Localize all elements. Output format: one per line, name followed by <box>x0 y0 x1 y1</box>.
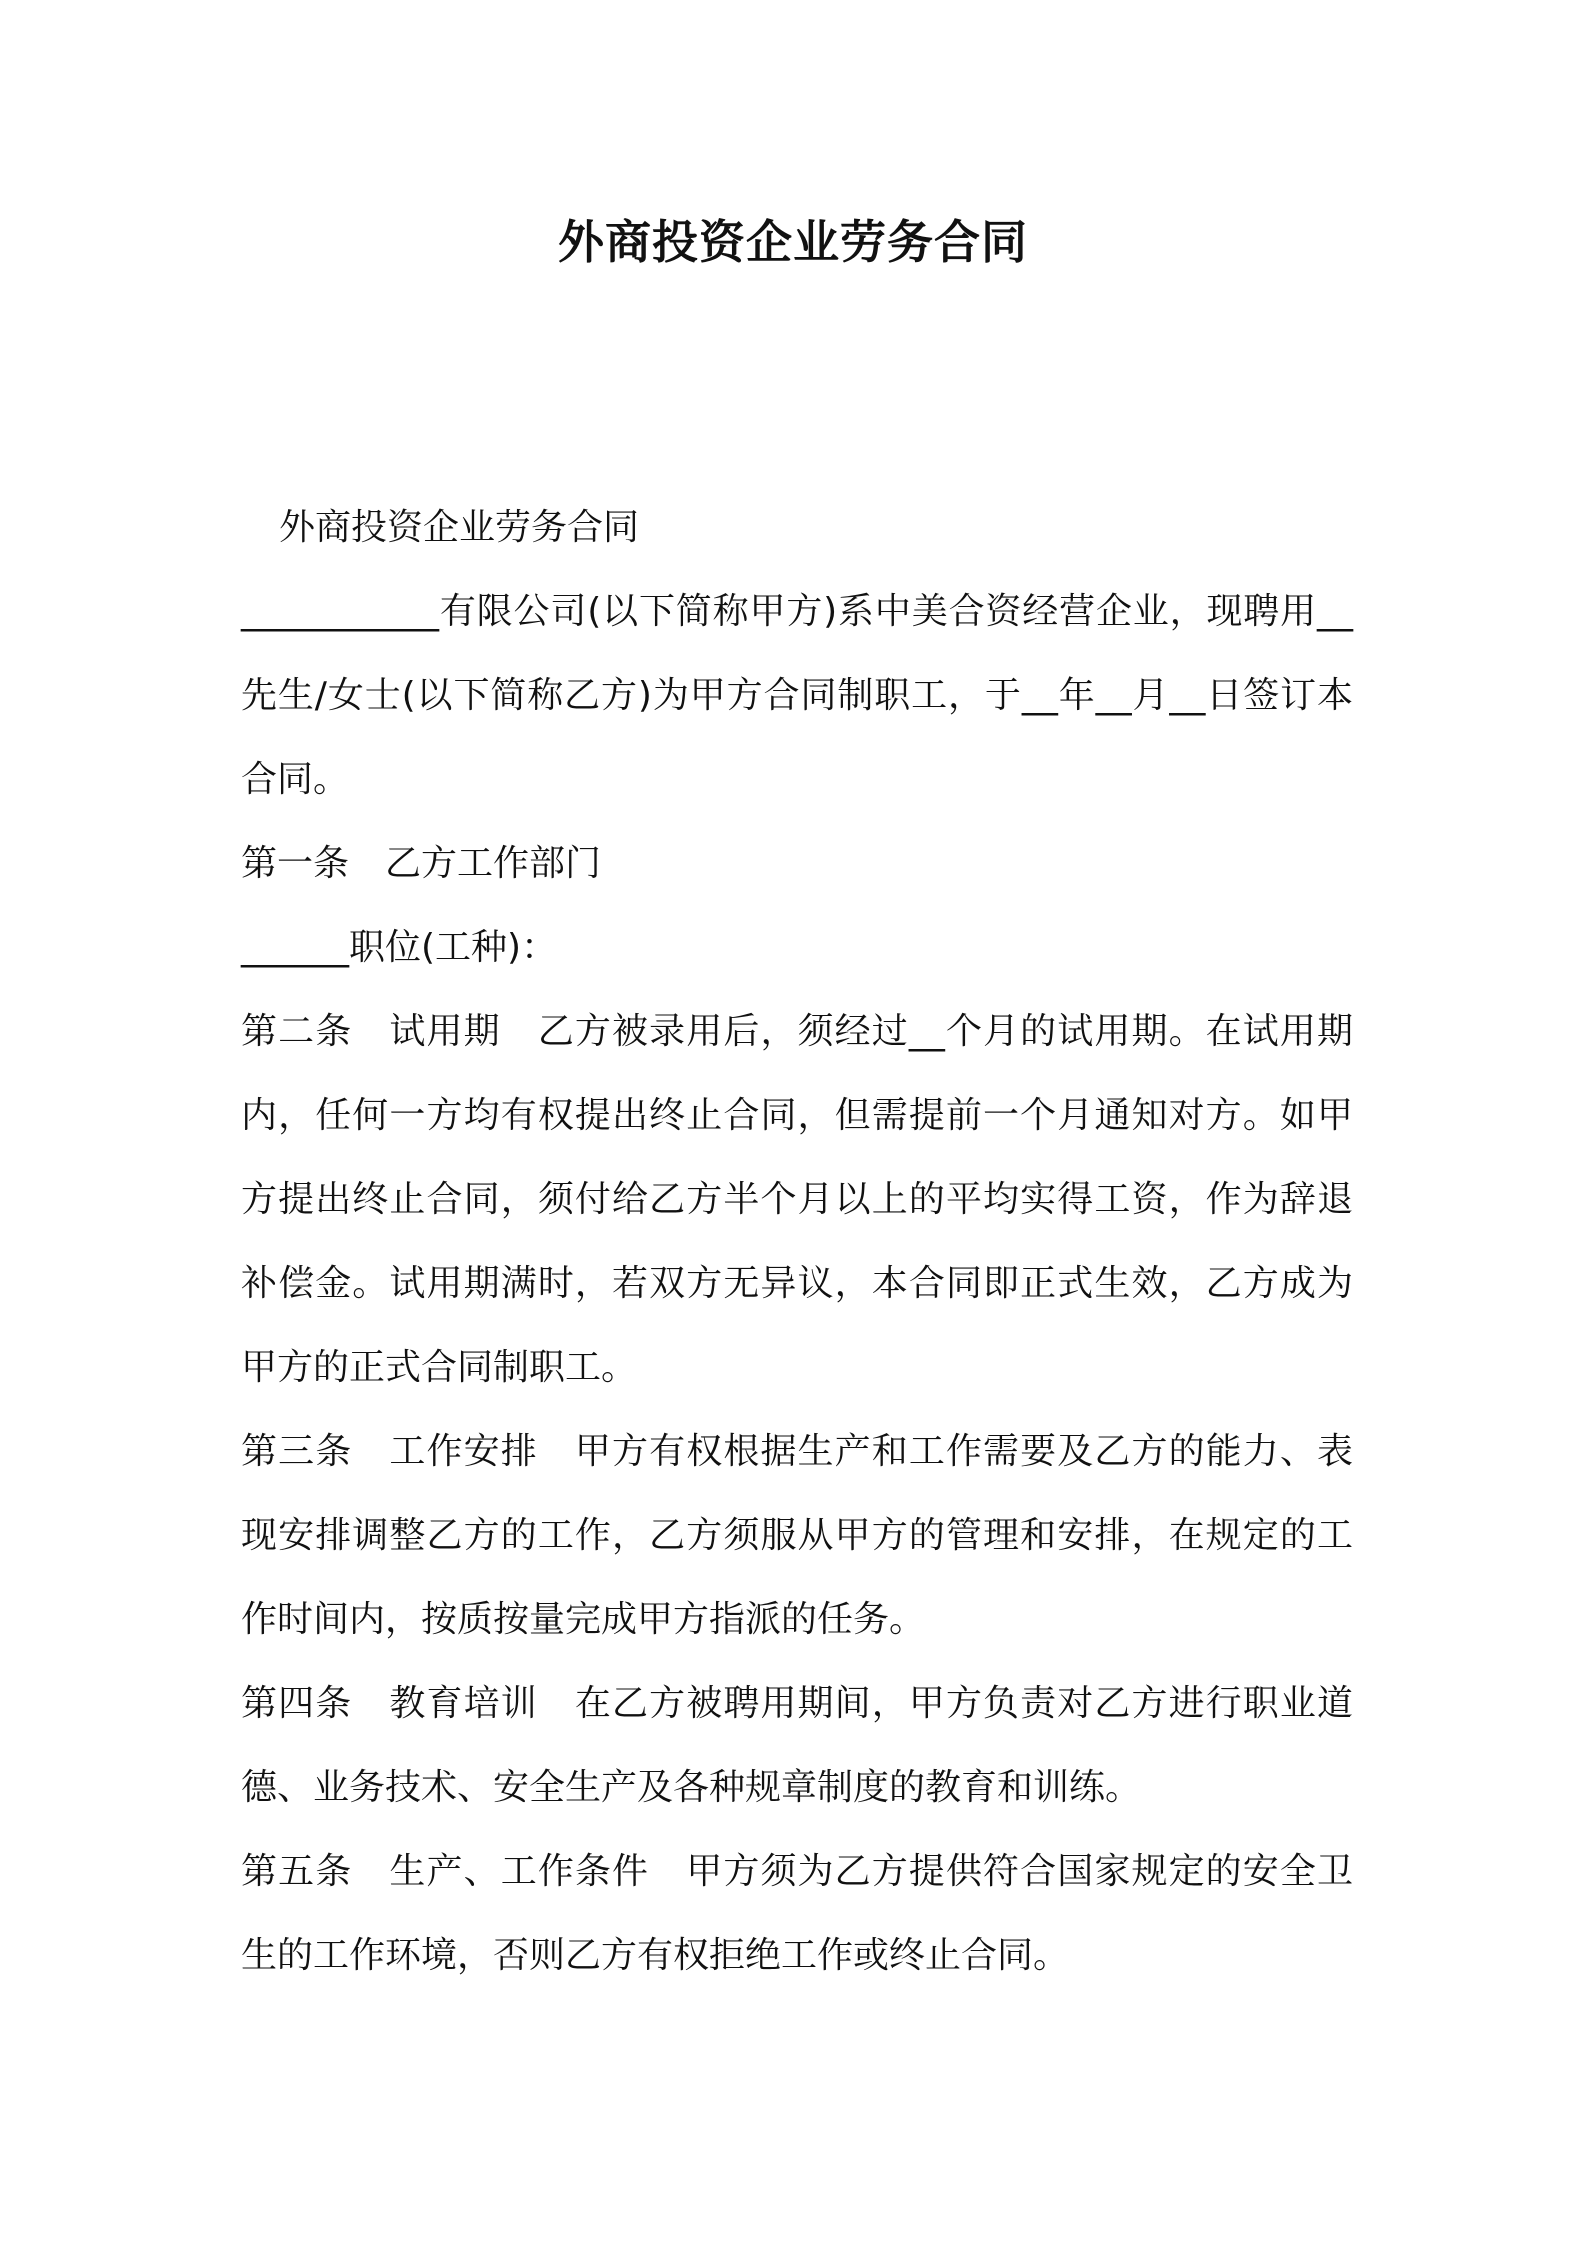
article-4-paragraph: 第四条 教育培训 在乙方被聘用期间，甲方负责对乙方进行职业道德、业务技术、安全生产及各种规章制度的教育和训练。 <box>241 1683 1353 1808</box>
intro-paragraph: ___________有限公司(以下简称甲方)系中美合资经营企业，现聘用__先生/女士(以下简称乙方)为甲方合同制职工，于__年__月__日签订本合同。 <box>241 591 1353 800</box>
article-2-paragraph: 第二条 试用期 乙方被录用后，须经过__个月的试用期。在试用期内，任何一方均有权提出终止合同，但需提前一个月通知对方。如甲方提出终止合同，须付给乙方半个月以上的平均实得工资，作为辞退补偿金。试用期满时，若双方无异议，本合同即正式生效，乙方成为甲方的正式合同制职工。 <box>241 1011 1353 1388</box>
article-1-position: ______职位(工种)： <box>241 927 558 968</box>
subtitle-paragraph: 外商投资企业劳务合同 <box>279 507 640 548</box>
article-1-heading: 第一条 乙方工作部门 <box>241 843 602 884</box>
document-title: 外商投资企业劳务合同 <box>558 215 1028 269</box>
article-5-paragraph: 第五条 生产、工作条件 甲方须为乙方提供符合国家规定的安全卫生的工作环境，否则乙方有权拒绝工作或终止合同。 <box>241 1851 1353 1976</box>
document-body <box>241 486 1353 1998</box>
article-3-paragraph: 第三条 工作安排 甲方有权根据生产和工作需要及乙方的能力、表现安排调整乙方的工作，乙方须服从甲方的管理和安排，在规定的工作时间内，按质按量完成甲方指派的任务。 <box>241 1431 1353 1640</box>
